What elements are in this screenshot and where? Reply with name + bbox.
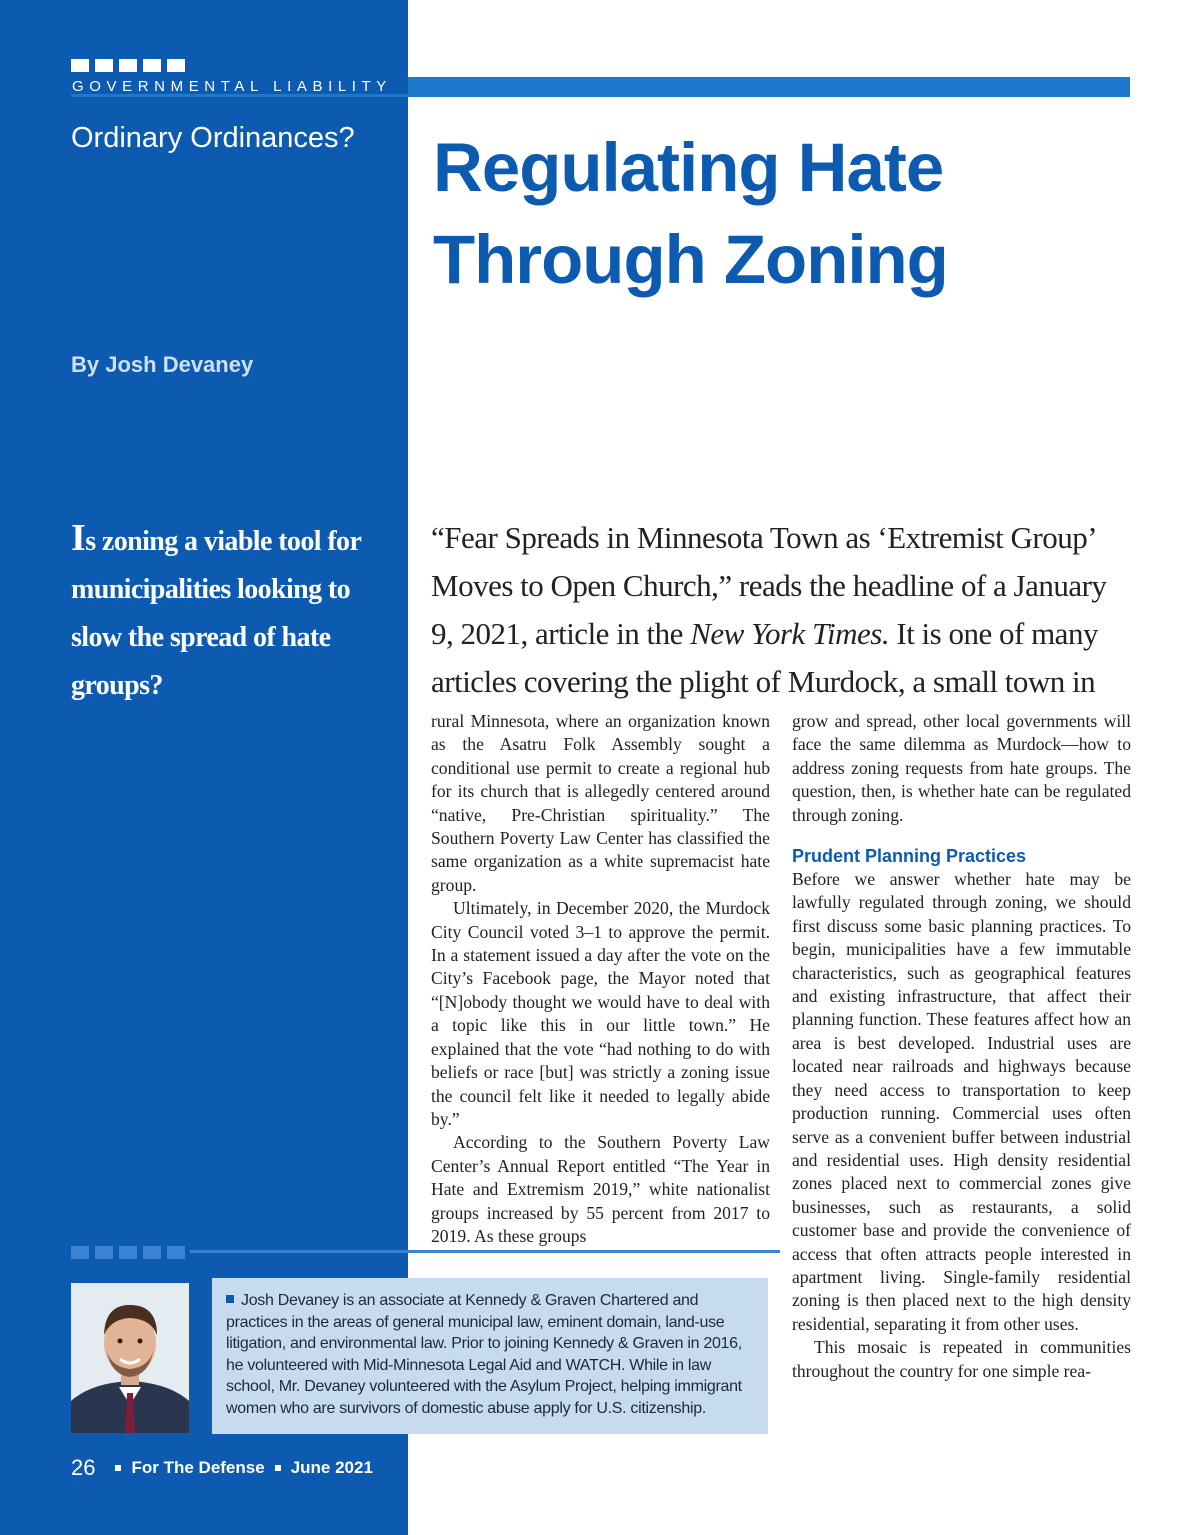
title-line-1: Regulating Hate (433, 129, 944, 206)
body-paragraph: rural Minnesota, where an organization known as the Asatru Folk Assembly sought a conditional use permit to create a regional hub for its church that is allegedly centered around “native, Pre-Christian spirituality.” The Southern Poverty Law Center has classified the same organization as a white supremacist hate group. (431, 711, 770, 895)
publication-title: For The Defense (131, 1458, 265, 1477)
body-paragraph: grow and spread, other local governments will face the same dilemma as Murdock—how to address zoning requests from hate groups. The question, then, is whether hate can be regulated through zoning. (792, 711, 1131, 825)
body-column-1 (431, 710, 770, 1248)
issue-date: June 2021 (290, 1458, 373, 1477)
deck-question (71, 514, 391, 710)
page-footer (71, 1455, 373, 1481)
body-column-2 (792, 710, 1131, 1383)
bio-text: Josh Devaney is an associate at Kennedy & Graven Chartered and practices in the areas of general municipal law, eminent domain, land-use litigation, and environmental law. Prior to joining Kennedy & Graven in 2016, he volunteered with Mid-Minnesota Legal Aid and WATCH. While in law school, Mr. Devaney volunteered with the Asylum Project, helping immigrant women who are survivors of domestic abuse apply for U.S. citizenship. (226, 1292, 742, 1417)
kicker: Ordinary Ordinances? (71, 122, 355, 154)
section-heading: Prudent Planning Practices (792, 846, 1027, 867)
author-photo (71, 1283, 189, 1433)
decorative-squares-bottom (71, 1246, 185, 1259)
publication-name: New York Times. (690, 616, 890, 651)
separator-icon (275, 1465, 281, 1471)
body-paragraph: Before we answer whether hate may be lawfully regulated through zoning, we should first discuss some basic planning practices. To begin, municipalities have a few immutable characteristics, such as geographical features and existing infrastructure, that affect their planning function. These features affect how an area is best developed. Industrial uses are located near railroads and highways because they need access to transportation to keep production running. Commercial uses often serve as a convenient buffer between industrial and residential uses. High density residential zones placed next to commercial zones give businesses, such as restaurants, a solid customer base and provide the convenience of access that often attracts people interested in apartment living. Single-family residential zoning is then placed next to the high density residential, separating it from other uses. (792, 869, 1131, 1334)
lead-paragraph: “Fear Spreads in Minnesota Town as ‘Extremist Group’ Moves to Open Church,” reads the headline of a January 9, 2021, article in the New York Times. It is one of many articles covering the plight of Murdock, a small town in (431, 520, 1107, 699)
body-paragraph: Ultimately, in December 2020, the Murdock City Council voted 3–1 to approve the permit. In a statement issued a day after the vote on the City’s Facebook page, the Mayor noted that “[N]obody thought we would have to deal with a topic like this in our little town.” He explained that the vote “had nothing to do with beliefs or race [but] was strictly a zoning issue the council felt like it needed to legally abide by.” (431, 898, 770, 1129)
byline: By Josh Devaney (71, 352, 254, 377)
title-line-2: Through Zoning (433, 221, 948, 298)
separator-icon (115, 1465, 121, 1471)
decorative-squares-top (71, 59, 185, 72)
header-rule (408, 77, 1130, 95)
body-paragraph: This mosaic is repeated in communities throughout the country for one simple rea- (792, 1337, 1131, 1381)
author-bio (212, 1278, 768, 1434)
bio-rule (190, 1250, 780, 1253)
section-label: GOVERNMENTAL LIABILITY (72, 78, 392, 95)
bullet-icon (226, 1295, 234, 1303)
deck-initial: I (71, 517, 86, 559)
deck-text: s zoning a viable tool for municipalities looking to slow the spread of hate groups? (71, 526, 361, 701)
article-title (433, 122, 1133, 306)
page-number: 26 (71, 1455, 96, 1480)
body-paragraph: According to the Southern Poverty Law Center’s Annual Report entitled “The Year in Hate and Extremism 2019,” white nationalist groups increased by 55 percent from 2017 to 2019. As these groups (431, 1132, 770, 1246)
